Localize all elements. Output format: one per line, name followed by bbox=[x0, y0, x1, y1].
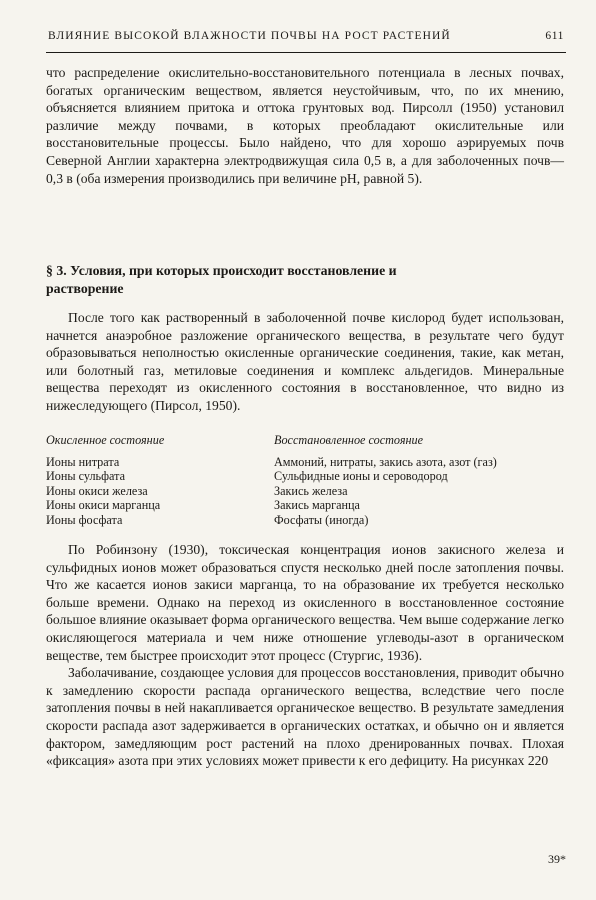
header-reduced: Восстановленное состояние bbox=[274, 433, 424, 447]
intro-paragraph-block bbox=[46, 64, 564, 187]
cell-oxidized: Ионы окиси железа bbox=[46, 483, 148, 498]
cell-oxidized: Ионы сульфата bbox=[46, 469, 125, 484]
table-header-row bbox=[46, 433, 564, 448]
header-rule bbox=[46, 52, 566, 53]
section-paragraph-block bbox=[46, 309, 564, 415]
cell-reduced: Фосфаты (иногда) bbox=[274, 512, 369, 527]
section-heading: § 3. Условия, при которых происходит восстановление и растворение bbox=[46, 263, 397, 296]
cell-reduced: Закись марганца bbox=[274, 498, 360, 513]
cell-reduced: Аммоний, нитраты, закись азота, азот (газ) bbox=[274, 454, 497, 469]
cell-oxidized: Ионы окиси марганца bbox=[46, 498, 161, 513]
table-row bbox=[46, 513, 564, 528]
table-row bbox=[46, 469, 564, 484]
paragraph-robinson: По Робинзону (1930), токсическая концентрация ионов закисного железа и сульфидных ионов может образоваться спустя несколько дней после затопления почвы. Что же касается ионов закиси марганца, то на образование их требуется несколько больше времени. Однако на переход из окисленного в восстановленное состояние большое влияние оказывает форма органического вещества. Чем выше содержание легко окисляющегося материала и чем ниже отношение углеводы-азот в органическом веществе, тем быстрее происходит этот процесс (Стургис, 1936). bbox=[46, 542, 564, 663]
oxidation-state-table bbox=[46, 433, 564, 528]
table-row bbox=[46, 498, 564, 513]
page-number: 611 bbox=[545, 30, 564, 42]
header-oxidized: Окисленное состояние bbox=[46, 433, 165, 447]
signature-mark: 39* bbox=[548, 852, 566, 866]
running-head-title: ВЛИЯНИЕ ВЫСОКОЙ ВЛАЖНОСТИ ПОЧВЫ НА РОСТ РАСТЕНИЙ bbox=[48, 30, 451, 42]
table-row bbox=[46, 484, 564, 499]
running-head bbox=[48, 30, 564, 42]
cell-oxidized: Ионы нитрата bbox=[46, 454, 120, 469]
closing-paragraph-block bbox=[46, 541, 564, 770]
paragraph-waterlogging: Заболачивание, создающее условия для процессов восстановления, приводит обычно к замедлению скорости распада органического вещества, вследствие чего после затопления почвы в ней накапливается органическое вещество. В результате замедления скорости распада азот задерживается в органических остатках, и обычно он и является фактором, замедляющим рост растений на плохо дренированных почвах. Плохая «фиксация» азота при этих условиях может привести к его дефициту. На рисунках 220 bbox=[46, 665, 564, 769]
paragraph-intro: что распределение окислительно-восстановительного потенциала в лесных почвах, богатых органическим веществом, является неустойчивым, что, по их мнению, объясняется влиянием притока и оттока грунтовых вод. Пирсолл (1950) установил различие между почвами, в которых преобладают окислительные или восстановительные процессы. Было найдено, что для хорошо аэрируемых почв Северной Англии характерна электродвижущая сила 0,5 в, а для заболоченных почв—0,3 в (оба измерения производились при величине pH, равной 5). bbox=[46, 65, 564, 186]
cell-oxidized: Ионы фосфата bbox=[46, 512, 123, 527]
paragraph-section-body: После того как растворенный в заболоченной почве кислород будет использован, начнется анаэробное разложение органического вещества, в результате чего будут образовываться неполностью окисленные органические соединения, такие, как метан, или болотный газ, метиловые соединения и комплекс альдегидов. Минеральные вещества переходят из окисленного состояния в восстановленное, что видно из нижеследующего (Пирсол, 1950). bbox=[46, 310, 564, 413]
table-row bbox=[46, 455, 564, 470]
cell-reduced: Закись железа bbox=[274, 483, 348, 498]
cell-reduced: Сульфидные ионы и сероводород bbox=[274, 469, 448, 484]
